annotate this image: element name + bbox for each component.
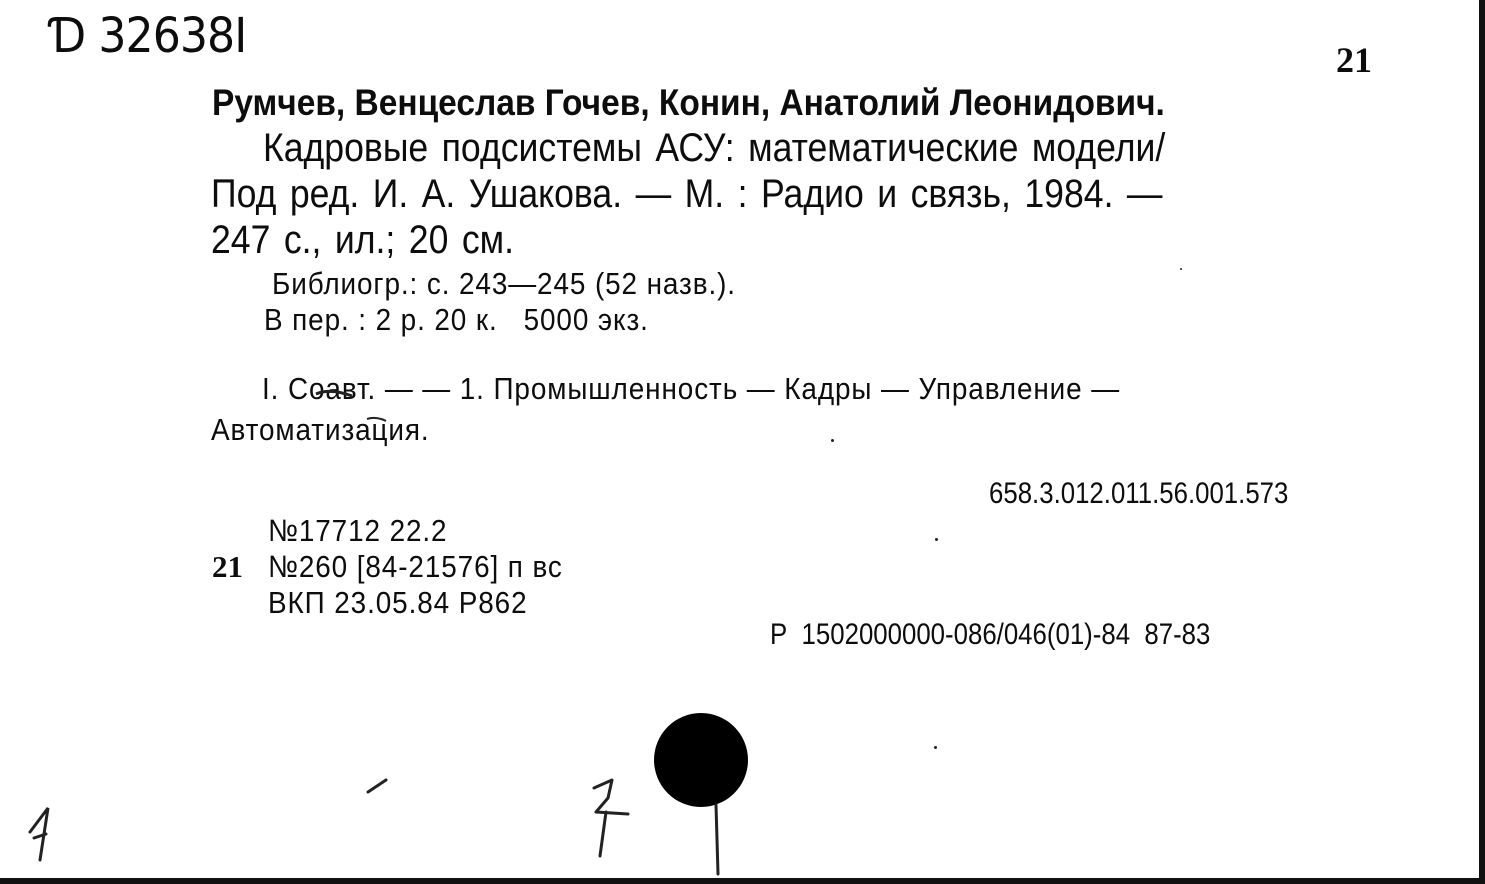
correction-mark	[367, 418, 386, 421]
title-line-1: Кадровые подсистемы АСУ: математические модели/	[263, 126, 1166, 170]
service-prefix: 21	[212, 549, 243, 584]
pencil-stroke	[368, 780, 386, 792]
tracing-line-2: Автоматизация.	[211, 412, 430, 447]
shelfmark: Ɗ 32638I	[50, 8, 247, 64]
correction-mark	[316, 391, 352, 396]
bibliography-note: Библиогр.: с. 243—245 (52 назв.).	[272, 266, 736, 301]
service-line-3: ВКП 23.05.84 Р862	[268, 585, 528, 620]
tear-line	[716, 805, 718, 874]
classification-code: Р 1502000000-086/046(01)-84 87-83	[770, 618, 1211, 651]
udc-number: 658.3.012.011.56.001.573	[989, 477, 1289, 510]
card-number: 21	[1336, 40, 1372, 80]
title-line-3: 247 с., ил.; 20 см.	[211, 218, 514, 262]
handwritten-one	[30, 808, 48, 860]
service-line-1: №17712 22.2	[268, 513, 448, 548]
service-line-2: №260 [84-21576] п вс	[268, 549, 563, 584]
tracing-line-1: I. Соавт. — — 1. Промышленность — Кадры — Управление —	[262, 371, 1121, 406]
handwritten-seven	[594, 780, 628, 856]
title-line-2: Под ред. И. А. Ушакова. — М. : Радио и связь, 1984. —	[211, 172, 1163, 216]
authors-heading: Румчев, Венцеслав Гочев, Конин, Анатолий Леонидович.	[212, 82, 1165, 123]
price-note: В пер. : 2 р. 20 к. 5000 экз.	[264, 302, 649, 337]
